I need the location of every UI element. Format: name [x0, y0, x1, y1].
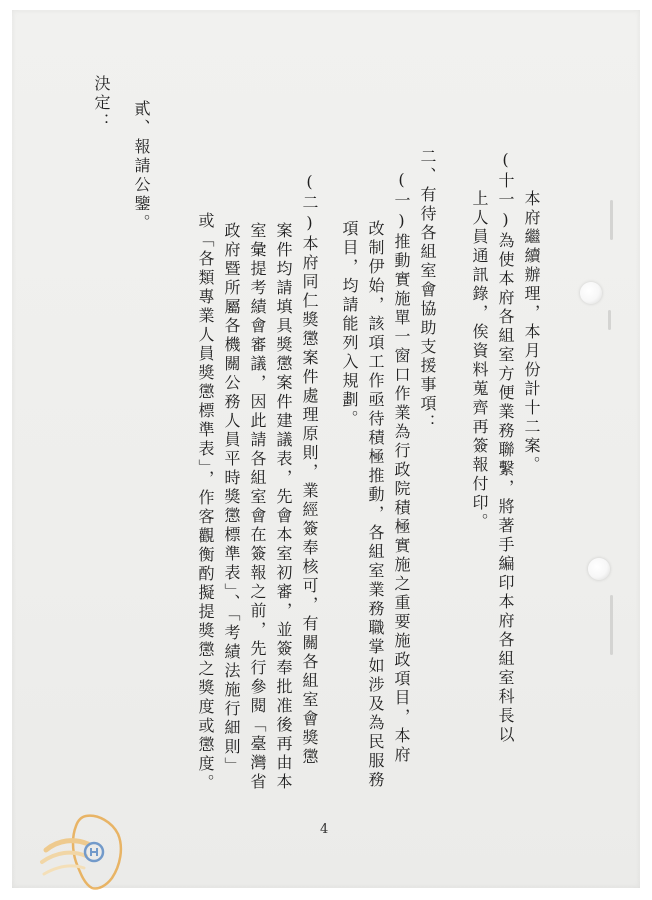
paper-crease [610, 200, 613, 240]
text-column-9: 案件均請填具獎懲案件建議表，先會本室初審，並簽奉批准後再由本 [274, 222, 293, 792]
text-column-7: 項目，均請能列入規劃。 [340, 220, 359, 429]
text-column-3: 上人員通訊錄，俟資料蒐齊再簽報付印。 [470, 190, 489, 532]
text-column-5: (一)推動實施單一窗口作業為行政院積極實施之重要施政項目，本府 [392, 170, 411, 765]
page-number: 4 [320, 822, 329, 837]
paper-crease [608, 310, 611, 330]
text-column-1: 本府繼續辦理，本月份計十二案。 [522, 190, 541, 475]
text-column-11: 政府暨所屬各機關公務人員平時獎懲標準表」、「考績法施行細則」 [222, 222, 241, 776]
text-column-8: (二)本府同仁獎懲案件處理原則，業經簽奉核可，有關各組室會獎懲 [300, 172, 319, 767]
binding-hole-top [580, 282, 602, 304]
section-heading-2: 二、有待各組室會協助支援事項： [418, 148, 437, 433]
decision-label: 決定： [92, 75, 111, 132]
text-column-10: 室彙提考績會審議，因此請各組室會在簽報之前，先行參閱「臺灣省 [248, 222, 267, 792]
text-column-12: 或「各類專業人員獎懲標準表」，作客觀衡酌擬提獎懲之獎度或懲度。 [196, 212, 215, 793]
paper-crease [610, 595, 613, 655]
text-column-2: (十一)為使本府各組室方便業務聯繫，將著手編印本府各組室科長以 [496, 150, 515, 745]
section-heading-3: 貳、報請公鑒。 [132, 100, 151, 233]
document-page [12, 10, 640, 888]
binding-hole-bottom [588, 558, 610, 580]
text-column-6: 改制伊始，該項工作亟待積極推動，各組室業務職掌如涉及為民服務 [366, 220, 385, 790]
taiwan-map-logo-icon [28, 810, 138, 895]
